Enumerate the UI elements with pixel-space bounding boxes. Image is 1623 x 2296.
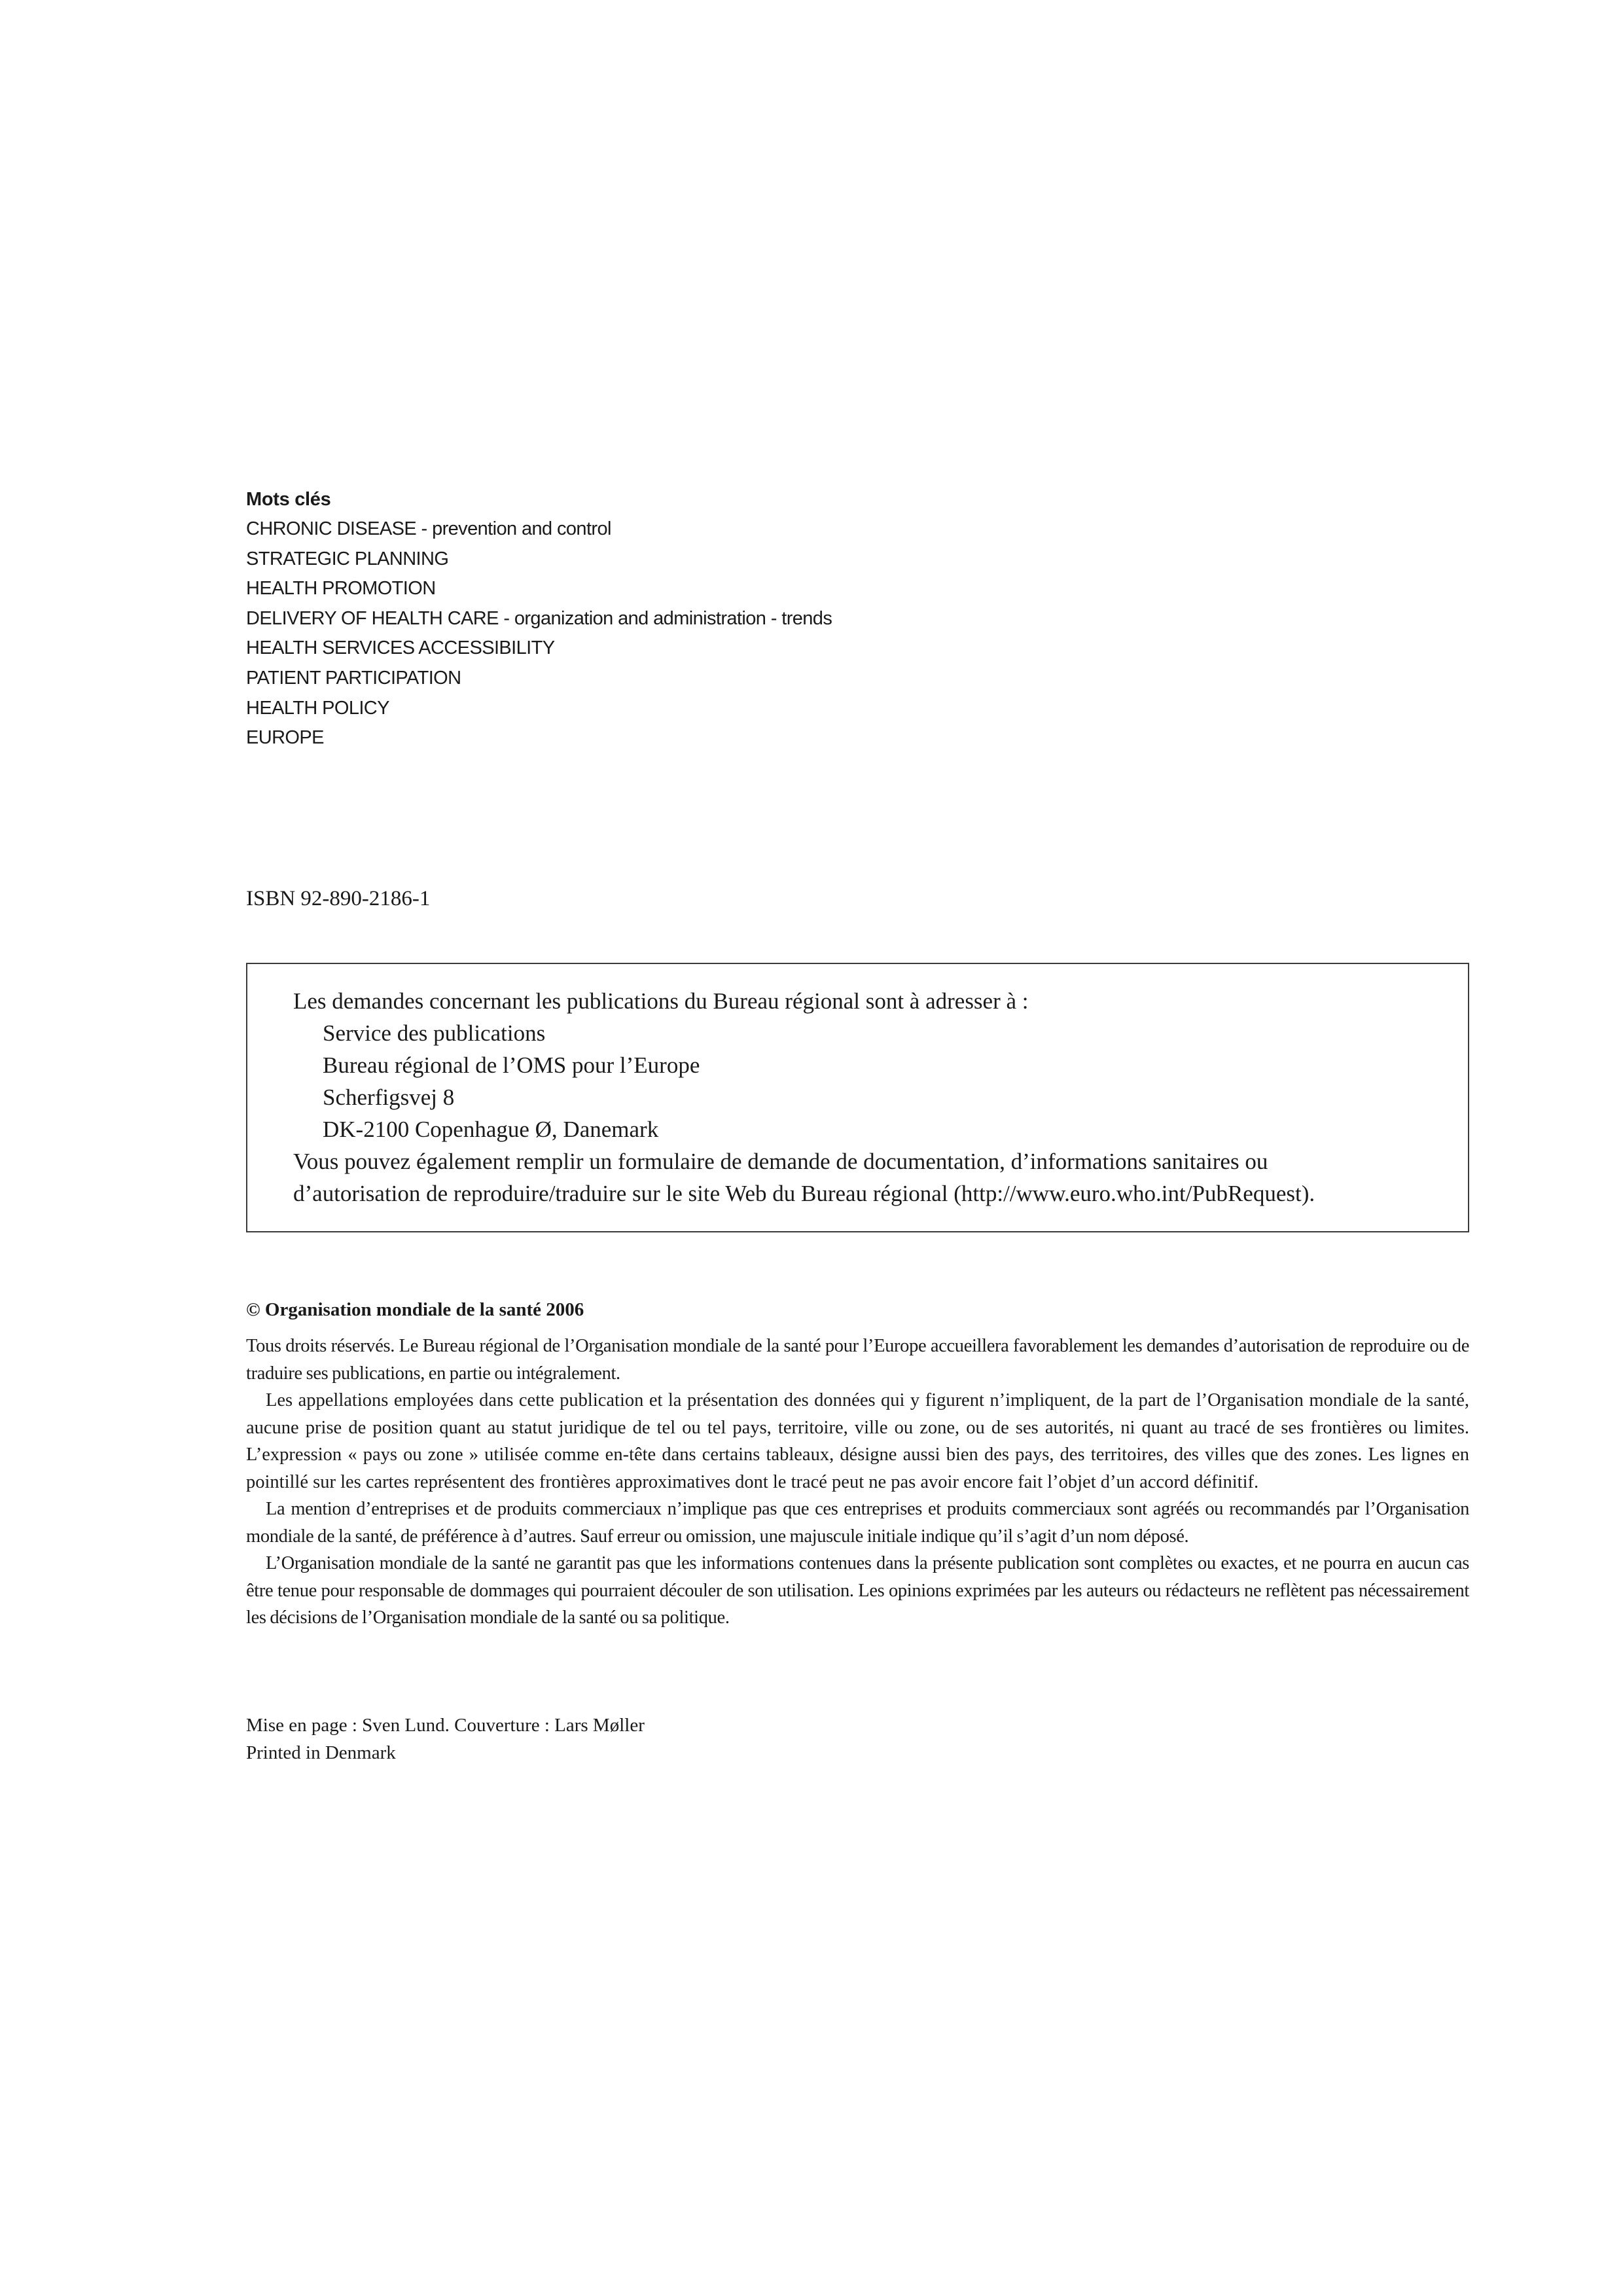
printed-in: Printed in Denmark (246, 1742, 396, 1763)
legal-paragraph: Tous droits réservés. Le Bureau régional de l’Organisation mondiale de la santé pour l’Europe accueillera favorablement les demandes d’autorisation de reproduire ou de traduire ses publications, en partie ou intégralement. (246, 1336, 1469, 1384)
keyword-item: PATIENT PARTICIPATION (246, 667, 461, 689)
address-line: DK-2100 Copenhague Ø, Danemark (323, 1117, 659, 1142)
address-line: Service des publications (323, 1020, 546, 1046)
keyword-item: EUROPE (246, 727, 324, 749)
request-outro-line-2: d’autorisation de reproduire/traduire sur le site Web du Bureau régional (http://www.euro.who.int/PubRequest). (293, 1181, 1315, 1206)
keyword-item: CHRONIC DISEASE - prevention and control (246, 518, 611, 539)
request-intro: Les demandes concernant les publications du Bureau régional sont à adresser à : (293, 988, 1029, 1014)
isbn-number: ISBN 92-890-2186-1 (246, 887, 431, 910)
keyword-item: HEALTH POLICY (246, 697, 389, 719)
legal-paragraph: La mention d’entreprises et de produits commerciaux n’implique pas que ces entreprises et produits commerciaux sont agréés ou recommandés par l’Organisation mondiale de la santé, de préférence à d’autres. Sauf erreur ou omission, une majuscule initiale indique qu’il s’agit d’un nom déposé. (246, 1499, 1469, 1547)
keyword-item: HEALTH SERVICES ACCESSIBILITY (246, 637, 555, 659)
layout-credit: Mise en page : Sven Lund. Couverture : Lars Møller (246, 1715, 645, 1736)
publication-request-box (246, 963, 1469, 1232)
keywords-section (246, 484, 1293, 753)
legal-paragraph: L’Organisation mondiale de la santé ne garantit pas que les informations contenues dans la présente publication sont complètes ou exactes, et ne pourra en aucun cas être tenue pour responsable de dommages qui pourraient découler de son utilisation. Les opinions exprimées par les auteurs ou rédacteurs ne reflètent pas nécessairement les décisions de l’Organisation mondiale de la santé ou sa politique. (246, 1553, 1469, 1628)
legal-notice (246, 1296, 1469, 1632)
address-line: Scherfigsvej 8 (323, 1085, 455, 1110)
request-outro-line-1: Vous pouvez également remplir un formulaire de demande de documentation, d’informations sanitaires ou (293, 1149, 1268, 1174)
keyword-item: DELIVERY OF HEALTH CARE - organization and administration - trends (246, 607, 832, 629)
copyright-line: © Organisation mondiale de la santé 2006 (246, 1299, 584, 1320)
keywords-list (246, 514, 1293, 753)
keyword-item: HEALTH PROMOTION (246, 578, 436, 600)
keywords-heading: Mots clés (246, 489, 331, 510)
address-line: Bureau régional de l’OMS pour l’Europe (323, 1052, 700, 1078)
legal-paragraph: Les appellations employées dans cette publication et la présentation des données qui y figurent n’impliquent, de la part de l’Organisation mondiale de la santé, aucune prise de position quant au statut juridique de tel ou tel pays, territoire, ville ou zone, ou de ses autorités, ni quant au tracé de ses frontières ou limites. L’expression « pays ou zone » utilisée comme en-tête dans certains tableaux, désigne aussi bien des pays, des territoires, des villes que des zones. Les lignes en pointillé sur les cartes représentent des frontières approximatives dont le tracé peut ne pas avoir encore fait l’objet d’un accord définitif. (246, 1390, 1469, 1492)
credits (246, 1712, 645, 1767)
keyword-item: STRATEGIC PLANNING (246, 548, 449, 569)
